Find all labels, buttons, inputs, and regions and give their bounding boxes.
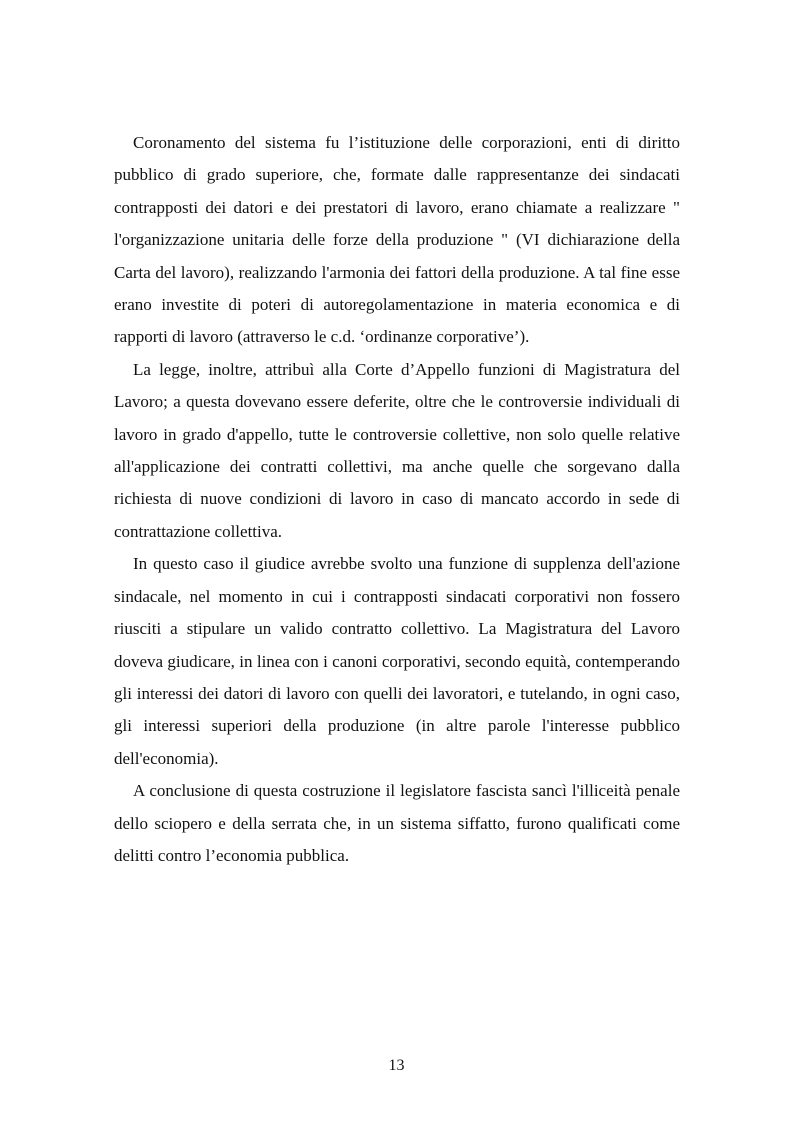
paragraph-magistratura-lavoro: La legge, inoltre, attribuì alla Corte d’Appello funzioni di Magistratura del Lavoro; a questa dovevano essere deferite, oltre che le controversie individuali di lavoro in grado d'appello, tutte le controversie collettive, non solo quelle relative all'applicazione dei contratti collettivi, ma anche quelle che sorgevano dalla richiesta di nuove condizioni di lavoro in caso di mancato accordo in sede di contrattazione collettiva. <box>114 359 680 541</box>
paragraph-conclusione: A conclusione di questa costruzione il legislatore fascista sancì l'illiceità penale dello sciopero e della serrata che, in un sistema siffatto, furono qualificati come delitti contro l’economia pubblica. <box>114 781 680 865</box>
body-text <box>114 127 680 872</box>
paragraph-corporazioni: Coronamento del sistema fu l’istituzione delle corporazioni, enti di diritto pubblico di grado superiore, che, formate dalle rappresentanze dei sindacati contrapposti dei datori e dei prestatori di lavoro, erano chiamate a realizzare " l'organizzazione unitaria delle forze della produzione " (VI dichiarazione della Carta del lavoro), realizzando l'armonia dei fattori della produzione. A tal fine esse erano investite di poteri di autoregolamentazione in materia economica e di rapporti di lavoro (attraverso le c.d. ‘ordinanze corporative’). <box>114 133 680 347</box>
paragraph-funzione-supplenza: In questo caso il giudice avrebbe svolto una funzione di supplenza dell'azione sindacale, nel momento in cui i contrapposti sindacati corporativi non fossero riusciti a stipulare un valido contratto collettivo. La Magistratura del Lavoro doveva giudicare, in linea con i canoni corporativi, secondo equità, contemperando gli interessi dei datori di lavoro con quelli dei lavoratori, e tutelando, in ogni caso, gli interessi superiori della produzione (in altre parole l'interesse pubblico dell'economia). <box>114 554 680 768</box>
page-number: 13 <box>388 1057 405 1074</box>
